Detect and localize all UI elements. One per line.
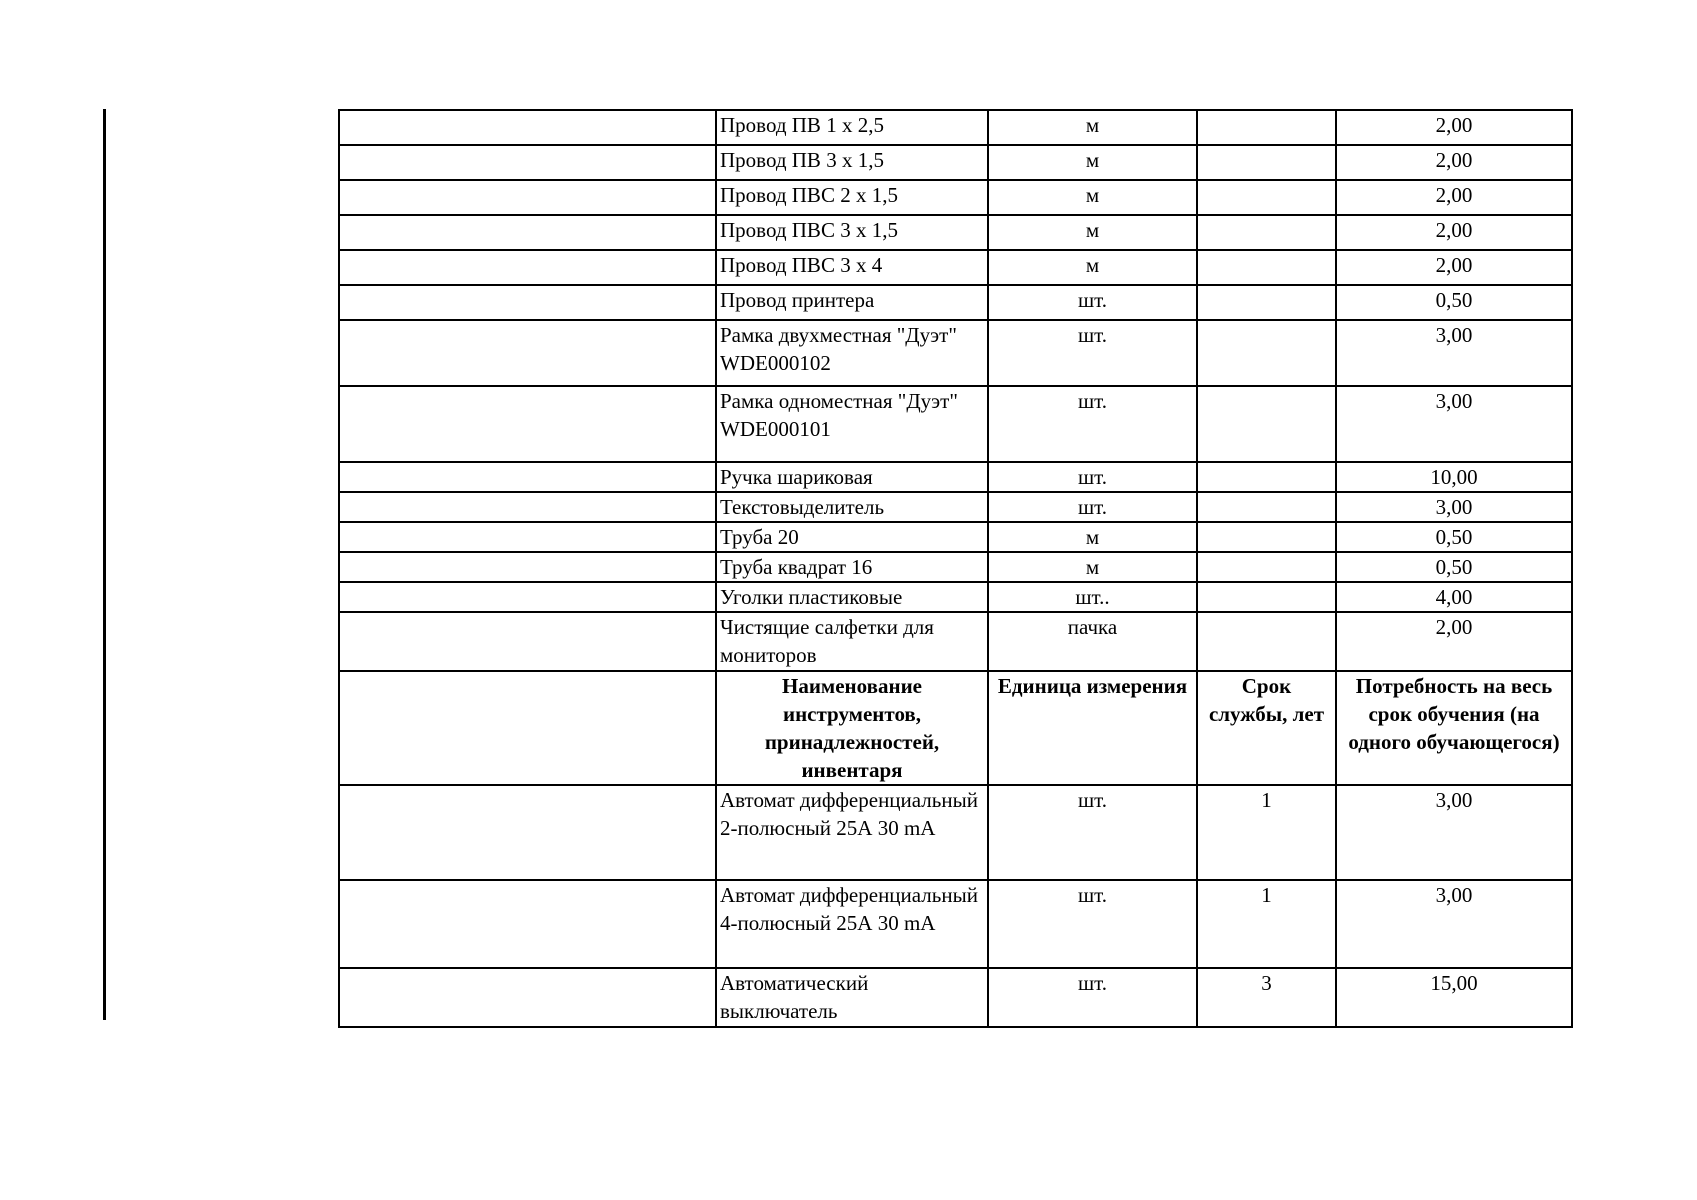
header-quantity: Потребность на весь срок обучения (на одного обучающегося) [1336,671,1572,785]
empty-cell [339,968,716,1027]
service-life-cell [1197,145,1336,180]
item-name-cell: Рамка двухместная "Дуэт" WDE000102 [716,320,988,386]
service-life-cell [1197,462,1336,492]
unit-cell: шт. [988,492,1197,522]
unit-cell: м [988,522,1197,552]
item-name-cell: Рамка одноместная "Дуэт" WDE000101 [716,386,988,462]
unit-cell: м [988,215,1197,250]
empty-cell [339,145,716,180]
item-name-cell: Провод ПВС 3 х 4 [716,250,988,285]
table-row [339,386,1572,462]
quantity-cell: 3,00 [1336,880,1572,968]
table-row [339,612,1572,671]
table-row [339,110,1572,145]
unit-cell: шт. [988,386,1197,462]
empty-cell [339,880,716,968]
unit-cell: шт. [988,320,1197,386]
quantity-cell: 2,00 [1336,612,1572,671]
table-row [339,880,1572,968]
item-name-cell: Провод принтера [716,285,988,320]
service-life-cell [1197,285,1336,320]
table-row [339,582,1572,612]
table-row [339,320,1572,386]
unit-cell: м [988,552,1197,582]
quantity-cell: 2,00 [1336,180,1572,215]
table-row [339,785,1572,880]
unit-cell: м [988,180,1197,215]
service-life-cell [1197,180,1336,215]
quantity-cell: 15,00 [1336,968,1572,1027]
unit-cell: шт. [988,285,1197,320]
item-name-cell: Уголки пластиковые [716,582,988,612]
unit-cell: шт.. [988,582,1197,612]
service-life-cell [1197,386,1336,462]
empty-cell [339,320,716,386]
header-name: Наименование инструментов, принадлежностей, инвентаря [716,671,988,785]
service-life-cell [1197,215,1336,250]
item-name-cell: Провод ПВ 1 х 2,5 [716,110,988,145]
quantity-cell: 2,00 [1336,110,1572,145]
item-name-cell: Провод ПВС 3 х 1,5 [716,215,988,250]
service-life-cell: 3 [1197,968,1336,1027]
unit-cell: шт. [988,968,1197,1027]
table-row [339,285,1572,320]
table-row [339,215,1572,250]
table-row [339,250,1572,285]
empty-cell [339,522,716,552]
service-life-cell [1197,250,1336,285]
header-service-life: Срок службы, лет [1197,671,1336,785]
unit-cell: шт. [988,785,1197,880]
item-name-cell: Автомат дифференциальный 4-полюсный 25А 30 mA [716,880,988,968]
service-life-cell [1197,492,1336,522]
service-life-cell: 1 [1197,785,1336,880]
service-life-cell [1197,612,1336,671]
quantity-cell: 2,00 [1336,250,1572,285]
table-row [339,492,1572,522]
item-name-cell: Автоматический выключатель [716,968,988,1027]
empty-cell [339,552,716,582]
service-life-cell [1197,320,1336,386]
item-name-cell: Труба квадрат 16 [716,552,988,582]
table-row [339,462,1572,492]
service-life-cell [1197,552,1336,582]
empty-cell [339,582,716,612]
quantity-cell: 0,50 [1336,552,1572,582]
item-name-cell: Текстовыделитель [716,492,988,522]
item-name-cell: Автомат дифференциальный 2-полюсный 25А 30 mA [716,785,988,880]
table-row [339,552,1572,582]
item-name-cell: Чистящие салфетки для мониторов [716,612,988,671]
column-header-row [339,671,1572,785]
empty-cell [339,110,716,145]
service-life-cell [1197,110,1336,145]
quantity-cell: 10,00 [1336,462,1572,492]
unit-cell: м [988,110,1197,145]
unit-cell: шт. [988,880,1197,968]
item-name-cell: Ручка шариковая [716,462,988,492]
item-name-cell: Провод ПВС 2 х 1,5 [716,180,988,215]
empty-cell [339,671,716,785]
empty-cell [339,285,716,320]
quantity-cell: 0,50 [1336,522,1572,552]
service-life-cell [1197,582,1336,612]
quantity-cell: 2,00 [1336,145,1572,180]
quantity-cell: 0,50 [1336,285,1572,320]
quantity-cell: 3,00 [1336,386,1572,462]
empty-cell [339,492,716,522]
empty-cell [339,386,716,462]
unit-cell: м [988,250,1197,285]
empty-cell [339,612,716,671]
header-unit: Единица измерения [988,671,1197,785]
supplies-table-body [339,110,1572,1027]
unit-cell: м [988,145,1197,180]
service-life-cell [1197,522,1336,552]
empty-cell [339,250,716,285]
quantity-cell: 3,00 [1336,492,1572,522]
quantity-cell: 2,00 [1336,215,1572,250]
table-row [339,145,1572,180]
unit-cell: шт. [988,462,1197,492]
unit-cell: пачка [988,612,1197,671]
supplies-table [338,109,1573,1028]
empty-cell [339,180,716,215]
item-name-cell: Провод ПВ 3 х 1,5 [716,145,988,180]
quantity-cell: 3,00 [1336,785,1572,880]
table-row [339,522,1572,552]
item-name-cell: Труба 20 [716,522,988,552]
empty-cell [339,462,716,492]
quantity-cell: 3,00 [1336,320,1572,386]
empty-cell [339,215,716,250]
quantity-cell: 4,00 [1336,582,1572,612]
empty-cell [339,785,716,880]
service-life-cell: 1 [1197,880,1336,968]
left-margin-rule [103,109,106,1020]
table-row [339,968,1572,1027]
table-row [339,180,1572,215]
